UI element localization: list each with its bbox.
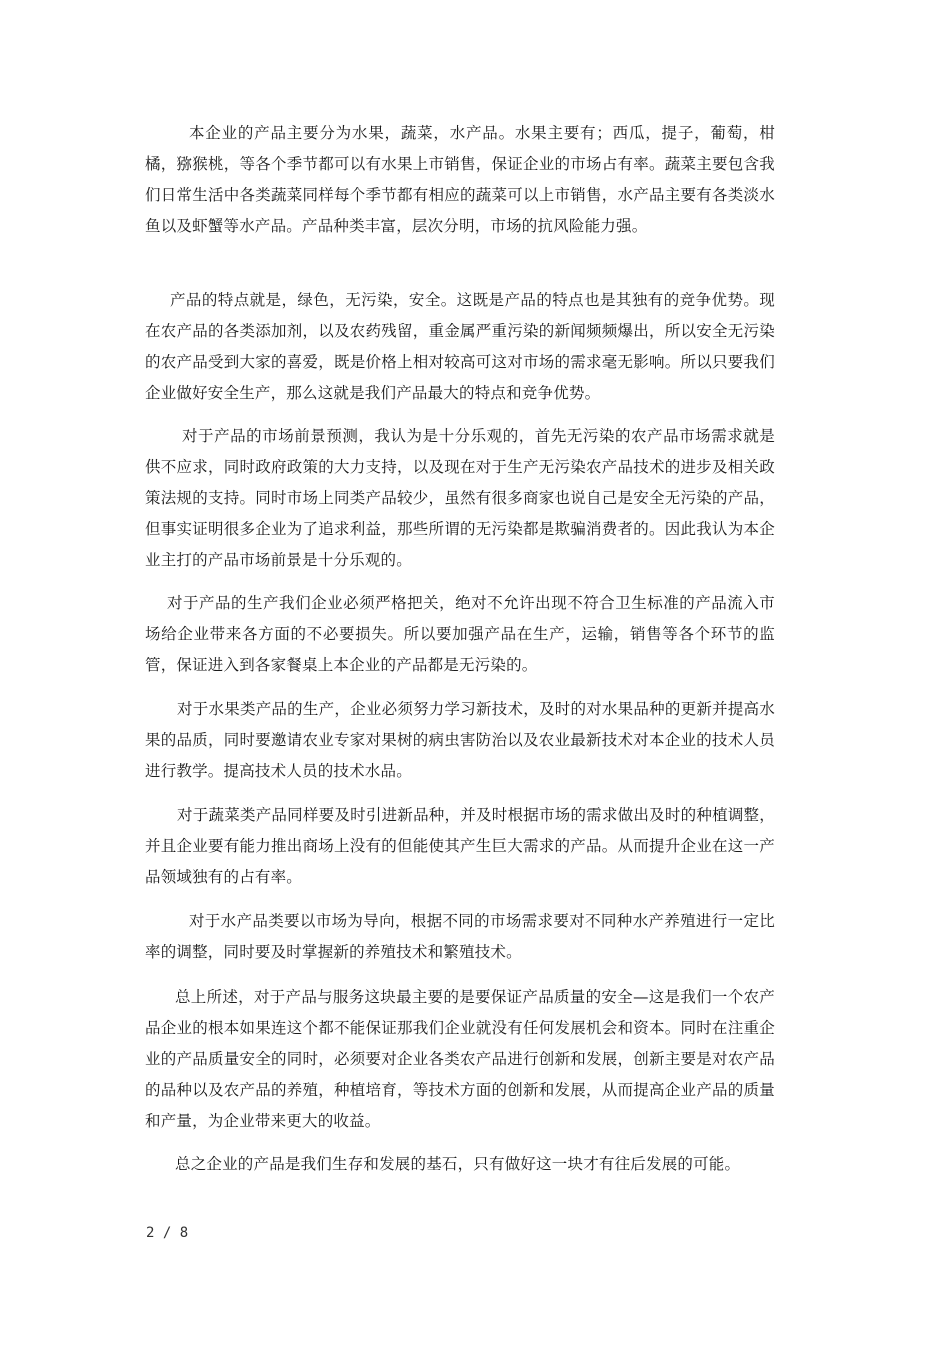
paragraph-summary: 总上所述，对于产品与服务这块最主要的是要保证产品质量的安全—这是我们一个农产品企业的根本如果连这个都不能保证那我们企业就没有任何发展机会和资本。同时在注重企业的产品质量安全的同时，必须要对企业各类农产品进行创新和发展，创新主要是对农产品的品种以及农产品的养殖，种植培育，等技术方面的创新和发展，从而提高企业产品的质量和产量，为企业带来更大的收益。 xyxy=(145,988,775,1130)
paragraph-vegetable-production: 对于蔬菜类产品同样要及时引进新品种，并及时根据市场的需求做出及时的种植调整，并且企业要有能力推出商场上没有的但能使其产生巨大需求的产品。从而提升企业在这一产品领域独有的占有率。 xyxy=(145,806,775,886)
page-number: 2 / 8 xyxy=(146,1225,189,1241)
paragraph-aquatic-production: 对于水产品类要以市场为导向，根据不同的市场需求要对不同种水产养殖进行一定比率的调整，同时要及时掌握新的养殖技术和繁殖技术。 xyxy=(145,912,775,961)
paragraph-product-range: 本企业的产品主要分为水果，蔬菜，水产品。水果主要有；西瓜，提子，葡萄，柑橘，猕猴桃，等各个季节都可以有水果上市销售，保证企业的市场占有率。蔬菜主要包含我们日常生活中各类蔬菜同样每个季节都有相应的蔬菜可以上市销售，水产品主要有各类淡水鱼以及虾蟹等水产品。产品种类丰富，层次分明，市场的抗风险能力强。 xyxy=(145,124,775,235)
paragraph-production-control: 对于产品的生产我们企业必须严格把关，绝对不允许出现不符合卫生标准的产品流入市场给企业带来各方面的不必要损失。所以要加强产品在生产，运输，销售等各个环节的监管，保证进入到各家餐桌上本企业的产品都是无污染的。 xyxy=(145,594,775,674)
paragraph-fruit-production: 对于水果类产品的生产，企业必须努力学习新技术，及时的对水果品种的更新并提高水果的品质，同时要邀请农业专家对果树的病虫害防治以及农业最新技术对本企业的技术人员进行教学。提高技术人员的技术水品。 xyxy=(145,700,775,780)
paragraph-product-features: 产品的特点就是，绿色，无污染，安全。这既是产品的特点也是其独有的竞争优势。现在农产品的各类添加剂，以及农药残留，重金属严重污染的新闻频频爆出，所以安全无污染的农产品受到大家的喜爱，既是价格上相对较高可这对市场的需求毫无影响。所以只要我们企业做好安全生产，那么这就是我们产品最大的特点和竞争优势。 xyxy=(145,291,775,402)
paragraph-market-outlook: 对于产品的市场前景预测，我认为是十分乐观的，首先无污染的农产品市场需求就是供不应求，同时政府政策的大力支持，以及现在对于生产无污染农产品技术的进步及相关政策法规的支持。同时市场上同类产品较少，虽然有很多商家也说自己是安全无污染的产品，但事实证明很多企业为了追求利益，那些所谓的无污染都是欺骗消费者的。因此我认为本企业主打的产品市场前景是十分乐观的。 xyxy=(145,427,775,569)
paragraph-conclusion: 总之企业的产品是我们生存和发展的基石，只有做好这一块才有往后发展的可能。 xyxy=(175,1155,741,1173)
